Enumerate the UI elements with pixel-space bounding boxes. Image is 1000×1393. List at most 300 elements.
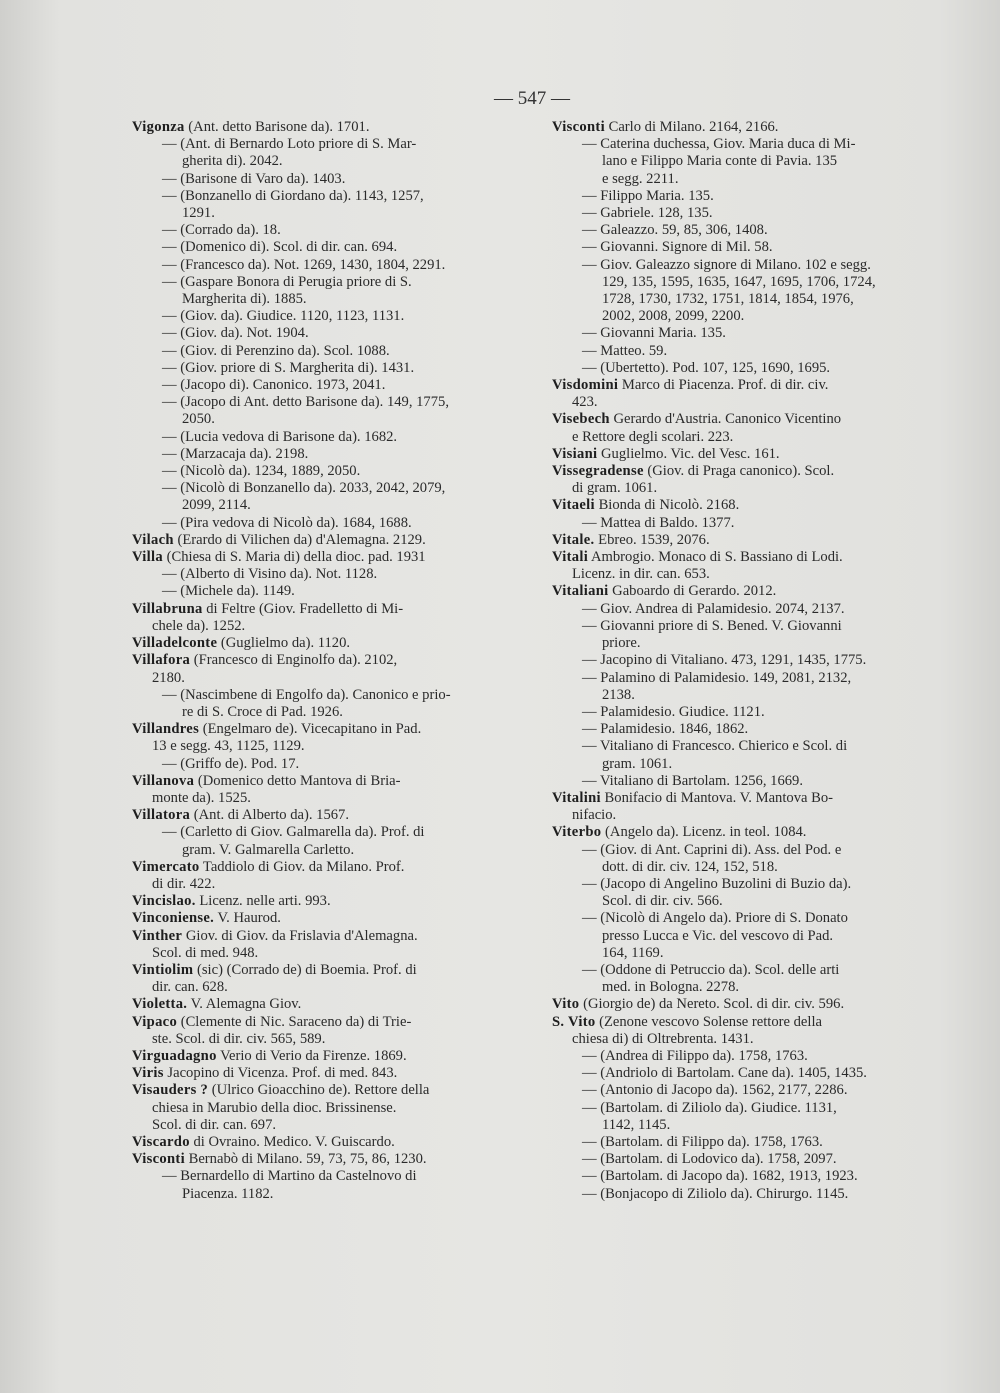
index-subentry (132, 583, 518, 600)
entry-text: Verio di Verio da Firenze. 1869. (220, 1047, 407, 1064)
entry-line (552, 790, 940, 807)
entry-text: Margherita di). 1885. (182, 291, 307, 308)
entry-text: Scol. di med. 948. (152, 944, 259, 961)
entry-line (132, 670, 518, 687)
entry-text: (Nicolò di Angelo da). Priore di S. Donato (600, 910, 848, 927)
entry-text: ste. Scol. di dir. civ. 565, 589. (152, 1030, 326, 1047)
entry-text: Mattea di Baldo. 1377. (600, 514, 735, 531)
entry-line (552, 188, 940, 205)
entry-line (552, 153, 940, 170)
entry-line (132, 1151, 518, 1168)
index-subentry (132, 756, 518, 773)
entry-headword: Visauders ? (132, 1082, 209, 1099)
entry-headword: Vitali (552, 549, 589, 566)
entry-line (132, 859, 518, 876)
entry-text: Marco di Piacenza. Prof. di dir. civ. (621, 377, 829, 394)
entry-text: Scol. di dir. can. 697. (152, 1116, 277, 1133)
entry-text: (sic) (Corrado de) di Boemia. Prof. di (197, 961, 417, 978)
entry-headword: Villatora (132, 807, 191, 824)
index-subentry (132, 446, 518, 463)
index-entry (552, 790, 940, 824)
index-subentry (552, 360, 940, 377)
entry-headword: Vincislao. (132, 893, 196, 910)
entry-headword: Villadelconte (132, 635, 218, 652)
entry-text: (Nicolò da). 1234, 1889, 2050. (180, 463, 361, 480)
entry-text: (Nascimbene di Engolfo da). Canonico e prio- (180, 686, 451, 703)
entry-line (552, 497, 940, 514)
entry-line (132, 308, 518, 325)
entry-text: med. in Bologna. 2278. (602, 979, 740, 996)
entry-text: (Bonzanello di Giordano da). 1143, 1257, (180, 187, 424, 204)
entry-line (132, 1134, 518, 1151)
entry-line (132, 1014, 518, 1031)
entry-line (132, 910, 518, 927)
entry-text: (Marzacaja da). 2198. (180, 445, 309, 462)
entry-line (552, 566, 940, 583)
entry-text: Giov. di Giov. da Frislavia d'Alemagna. (185, 927, 418, 944)
entry-line (132, 463, 518, 480)
entry-line (552, 360, 940, 377)
entry-line (132, 652, 518, 669)
entry-line (132, 790, 518, 807)
index-entry (132, 652, 518, 686)
entry-line (132, 807, 518, 824)
index-subentry (552, 343, 940, 360)
entry-line (132, 549, 518, 566)
index-entry (132, 1134, 518, 1151)
entry-text: Ebreo. 1539, 2076. (598, 531, 710, 548)
entry-headword: Visconti (552, 119, 605, 135)
index-subentry (132, 377, 518, 394)
index-entry (552, 996, 940, 1013)
index-subentry (132, 463, 518, 480)
index-subentry (552, 618, 940, 652)
entry-headword: Virguadagno (132, 1047, 217, 1064)
entry-text: (Chiesa di S. Maria di) della dioc. pad. 1931 (166, 549, 426, 566)
entry-line (552, 1117, 940, 1134)
entry-line (132, 515, 518, 532)
entry-line (132, 687, 518, 704)
index-entry (132, 1082, 518, 1134)
entry-text: (Zenone vescovo Solense rettore della (599, 1013, 823, 1030)
entry-text: gram. 1061. (602, 755, 673, 772)
entry-line (132, 583, 518, 600)
entry-line (552, 515, 940, 532)
entry-text: 1291. (182, 205, 215, 222)
entry-text: di Ovraino. Medico. V. Guiscardo. (193, 1133, 395, 1150)
entry-headword: Visconti (132, 1151, 185, 1168)
entry-text: V. Haurod. (217, 910, 281, 927)
index-entry (552, 583, 940, 600)
index-entry (132, 928, 518, 962)
entry-text: (Giorgio de) da Nereto. Scol. di dir. civ. 596. (583, 996, 845, 1013)
entry-line (552, 446, 940, 463)
entry-headword: Vimercato (132, 858, 200, 875)
entry-line (132, 1082, 518, 1099)
entry-text: Jacopino di Vicenza. Prof. di med. 843. (167, 1065, 398, 1082)
entry-text: Matteo. 59. (600, 342, 668, 359)
entry-line (132, 257, 518, 274)
entry-headword: Villa (132, 549, 163, 566)
entry-text: (Bartolam. di Filippo da). 1758, 1763. (600, 1133, 823, 1150)
entry-headword: Vilach (132, 531, 174, 548)
index-subentry (552, 652, 940, 669)
entry-line (132, 429, 518, 446)
entry-text: Licenz. in dir. can. 653. (572, 566, 710, 583)
entry-line (552, 1082, 940, 1099)
index-entry (552, 1014, 940, 1048)
index-subentry (552, 773, 940, 790)
entry-line (552, 962, 940, 979)
entry-headword: S. Vito (552, 1013, 596, 1030)
entry-headword: Viris (132, 1065, 164, 1082)
index-subentry (552, 738, 940, 772)
index-subentry (552, 1151, 940, 1168)
entry-text: Giovanni priore di S. Bened. V. Giovanni (600, 617, 842, 634)
entry-line (132, 566, 518, 583)
entry-line (552, 687, 940, 704)
entry-line (132, 497, 518, 514)
entry-line (552, 738, 940, 755)
entry-text: (Andrea di Filippo da). 1758, 1763. (600, 1047, 808, 1064)
entry-text: (Jacopo di Ant. detto Barisone da). 149, 1775, (180, 394, 449, 411)
entry-text: (Francesco di Enginolfo da). 2102, (193, 652, 398, 669)
index-subentry (552, 670, 940, 704)
entry-line (132, 962, 518, 979)
entry-line (132, 325, 518, 342)
entry-text: Galeazzo. 59, 85, 306, 1408. (600, 222, 768, 239)
entry-text: Palamino di Palamidesio. 149, 2081, 2132, (600, 669, 852, 686)
entry-line (552, 842, 940, 859)
entry-text: Guglielmo. Vic. del Vesc. 161. (601, 445, 780, 462)
entry-text: (Giov. da). Giudice. 1120, 1123, 1131. (180, 308, 405, 325)
entry-line (552, 1100, 940, 1117)
entry-line (552, 1134, 940, 1151)
entry-line (132, 360, 518, 377)
index-subentry (132, 515, 518, 532)
entry-headword: Villanova (132, 772, 195, 789)
index-entry (132, 910, 518, 927)
entry-text: chele da). 1252. (152, 617, 246, 634)
index-subentry (552, 1168, 940, 1185)
entry-line (132, 756, 518, 773)
entry-line (132, 928, 518, 945)
entry-text: Piacenza. 1182. (182, 1185, 274, 1202)
entry-text: (Erardo di Vilichen da) d'Alemagna. 2129. (177, 531, 426, 548)
index-entry (552, 411, 940, 445)
index-subentry (132, 239, 518, 256)
entry-text: (Jacopo di Angelino Buzolini di Buzio da). (600, 875, 852, 892)
entry-line (132, 291, 518, 308)
entry-text: Giov. Andrea di Palamidesio. 2074, 2137. (600, 600, 845, 617)
entry-line (132, 721, 518, 738)
index-subentry (132, 222, 518, 239)
entry-text: Giovanni. Signore di Mil. 58. (600, 239, 773, 256)
index-subentry (132, 188, 518, 222)
entry-line (552, 824, 940, 841)
entry-line (132, 876, 518, 893)
entry-text: (Clemente di Nic. Saraceno da) di Trie- (180, 1013, 412, 1030)
entry-text: Bonifacio di Mantova. V. Mantova Bo- (604, 789, 834, 806)
index-subentry (132, 429, 518, 446)
entry-headword: Vinconiense. (132, 910, 215, 927)
entry-text: (Gaspare Bonora di Perugia priore di S. (180, 273, 412, 290)
entry-line (132, 188, 518, 205)
entry-line (132, 1186, 518, 1203)
left-column (132, 119, 518, 1203)
entry-line (552, 1168, 940, 1185)
entry-line (132, 893, 518, 910)
index-subentry (552, 721, 940, 738)
index-entry (132, 1014, 518, 1048)
entry-text: Gaboardo di Gerardo. 2012. (612, 583, 777, 600)
entry-line (132, 945, 518, 962)
index-entry (132, 807, 518, 824)
index-subentry (552, 962, 940, 996)
entry-line (132, 1117, 518, 1134)
entry-line (552, 652, 940, 669)
entry-line (552, 618, 940, 635)
entry-line (552, 583, 940, 600)
entry-headword: Villafora (132, 652, 191, 669)
entry-line (132, 773, 518, 790)
entry-text: Vitaliano di Bartolam. 1256, 1669. (599, 772, 803, 789)
index-subentry (552, 1065, 940, 1082)
entry-line (552, 222, 940, 239)
index-subentry (132, 325, 518, 342)
entry-text: 2138. (602, 686, 635, 703)
entry-line (552, 1031, 940, 1048)
entry-line (552, 996, 940, 1013)
entry-line (132, 119, 518, 136)
entry-line (132, 601, 518, 618)
index-subentry (132, 824, 518, 858)
index-subentry (132, 274, 518, 308)
index-entry (132, 721, 518, 755)
index-subentry (552, 1134, 940, 1151)
entry-text: (Ant. di Bernardo Loto priore di S. Mar- (180, 136, 417, 153)
entry-text: Vitaliano di Francesco. Chierico e Scol. di (599, 738, 848, 755)
entry-headword: Viscardo (132, 1133, 190, 1150)
index-entry (552, 532, 940, 549)
entry-text: Carlo di Milano. 2164, 2166. (608, 119, 779, 135)
entry-text: (Barisone di Varo da). 1403. (180, 170, 346, 187)
entry-text: chiesa di) di Oltrebrenta. 1431. (572, 1030, 754, 1047)
entry-text: V. Alemagna Giov. (190, 996, 302, 1013)
entry-line (552, 136, 940, 153)
entry-line (552, 549, 940, 566)
entry-line (552, 205, 940, 222)
entry-line (552, 429, 940, 446)
entry-headword: Vitale. (552, 531, 595, 548)
entry-line (552, 394, 940, 411)
index-subentry (552, 704, 940, 721)
index-subentry (132, 687, 518, 721)
index-subentry (552, 1048, 940, 1065)
entry-text: gherita di). 2042. (182, 153, 283, 170)
entry-text: Giovanni Maria. 135. (600, 325, 726, 342)
entry-line (132, 618, 518, 635)
entry-line (552, 635, 940, 652)
entry-line (552, 704, 940, 721)
entry-line (132, 411, 518, 428)
index-entry (552, 119, 940, 136)
entry-line (552, 1014, 940, 1031)
entry-text: e segg. 2211. (602, 170, 679, 187)
entry-text: gram. V. Galmarella Carletto. (182, 841, 355, 858)
entry-line (552, 893, 940, 910)
entry-text: (Bartolam. di Lodovico da). 1758, 2097. (600, 1151, 837, 1168)
entry-text: (Lucia vedova di Barisone da). 1682. (180, 428, 398, 445)
right-column (552, 119, 940, 1203)
entry-text: (Corrado da). 18. (180, 222, 281, 239)
index-subentry (552, 205, 940, 222)
entry-text: Taddiolo di Giov. da Milano. Prof. (202, 858, 405, 875)
entry-text: di gram. 1061. (572, 480, 658, 497)
entry-line (132, 532, 518, 549)
entry-text: 13 e segg. 43, 1125, 1129. (152, 738, 305, 755)
entry-text: (Pira vedova di Nicolò da). 1684, 1688. (180, 514, 412, 531)
entry-text: (Guglielmo da). 1120. (220, 635, 351, 652)
entry-line (132, 205, 518, 222)
index-subentry (552, 515, 940, 532)
entry-line (132, 343, 518, 360)
entry-line (132, 738, 518, 755)
entry-text: 2050. (182, 411, 215, 428)
entry-text: (Domenico detto Mantova di Bria- (197, 772, 401, 789)
index-subentry (552, 1100, 940, 1134)
entry-line (552, 928, 940, 945)
entry-line (132, 377, 518, 394)
entry-headword: Visdomini (552, 377, 619, 394)
entry-line (552, 1186, 940, 1203)
entry-line (132, 222, 518, 239)
entry-line (132, 704, 518, 721)
entry-line (552, 325, 940, 342)
entry-line (552, 463, 940, 480)
index-entry (132, 893, 518, 910)
entry-line (132, 842, 518, 859)
index-subentry (552, 239, 940, 256)
index-entry (552, 497, 940, 514)
entry-headword: Villandres (132, 721, 200, 738)
entry-line (552, 945, 940, 962)
index-subentry (552, 257, 940, 326)
index-subentry (132, 480, 518, 514)
entry-text: (Engelmaro de). Vicecapitano in Pad. (202, 721, 422, 738)
entry-line (552, 1065, 940, 1082)
entry-text: (Bartolam. di Ziliolo da). Giudice. 1131, (600, 1099, 837, 1116)
entry-text: Jacopino di Vitaliano. 473, 1291, 1435, 1775. (600, 652, 867, 669)
entry-text: 423. (572, 394, 598, 411)
entry-text: (Ulrico Gioacchino de). Rettore della (211, 1082, 430, 1099)
index-entry (132, 1151, 518, 1168)
index-entry (132, 996, 518, 1013)
index-subentry (552, 136, 940, 188)
index-entry (132, 1065, 518, 1082)
entry-line (132, 1065, 518, 1082)
entry-line (552, 532, 940, 549)
index-entry (132, 773, 518, 807)
entry-text: Filippo Maria. 135. (600, 187, 714, 204)
index-subentry (132, 171, 518, 188)
entry-text: chiesa in Marubio della dioc. Brissinense. (152, 1099, 397, 1116)
entry-line (552, 670, 940, 687)
entry-text: 1728, 1730, 1732, 1751, 1814, 1854, 1976, (602, 291, 854, 308)
index-entry (552, 446, 940, 463)
entry-headword: Vitalini (552, 789, 601, 806)
entry-line (132, 153, 518, 170)
entry-text: (Jacopo di). Canonico. 1973, 2041. (180, 377, 386, 394)
entry-headword: Visebech (552, 411, 610, 428)
entry-line (132, 1100, 518, 1117)
entry-line (552, 979, 940, 996)
index-subentry (132, 257, 518, 274)
entry-line (132, 446, 518, 463)
entry-line (552, 876, 940, 893)
entry-headword: Villabruna (132, 600, 203, 617)
entry-text: (Oddone di Petruccio da). Scol. delle arti (600, 961, 840, 978)
entry-text: (Ant. di Alberto da). 1567. (193, 807, 349, 824)
index-subentry (132, 308, 518, 325)
entry-line (552, 308, 940, 325)
entry-line (552, 239, 940, 256)
entry-text: di dir. 422. (152, 875, 216, 892)
entry-text: 2099, 2114. (182, 497, 251, 514)
entry-text: (Griffo de). Pod. 17. (180, 755, 300, 772)
index-subentry (552, 842, 940, 876)
entry-line (552, 274, 940, 291)
index-subentry (132, 360, 518, 377)
entry-line (552, 119, 940, 136)
entry-text: Bernardello di Martino da Castelnovo di (180, 1168, 417, 1185)
entry-text: Palamidesio. 1846, 1862. (600, 721, 749, 738)
index-entry (552, 463, 940, 497)
index-entry (132, 962, 518, 996)
entry-text: Bionda di Nicolò. 2168. (598, 497, 740, 514)
entry-line (552, 807, 940, 824)
entry-text: Licenz. nelle arti. 993. (199, 893, 331, 910)
entry-text: (Alberto di Visino da). Not. 1128. (180, 566, 378, 583)
entry-line (552, 257, 940, 274)
entry-text: nifacio. (572, 807, 617, 824)
index-entry (132, 532, 518, 549)
index-entry (132, 635, 518, 652)
entry-text: re di S. Croce di Pad. 1926. (182, 703, 343, 720)
entry-text: (Angelo da). Licenz. in teol. 1084. (605, 824, 807, 841)
entry-text: (Nicolò di Bonzanello da). 2033, 2042, 2079, (180, 480, 446, 497)
entry-text: 2002, 2008, 2099, 2200. (602, 308, 745, 325)
entry-text: (Ant. detto Barisone da). 1701. (188, 119, 370, 135)
entry-text: priore. (602, 635, 641, 652)
entry-text: presso Lucca e Vic. del vescovo di Pad. (602, 927, 834, 944)
entry-headword: Vito (552, 996, 580, 1013)
entry-text: (Domenico di). Scol. di dir. can. 694. (180, 239, 398, 256)
index-entry (552, 377, 940, 411)
entry-headword: Vipaco (132, 1013, 178, 1030)
entry-line (132, 1031, 518, 1048)
entry-text: 1142, 1145. (602, 1116, 671, 1133)
entry-headword: Vitaliani (552, 583, 609, 600)
index-subentry (552, 910, 940, 962)
entry-line (552, 171, 940, 188)
entry-headword: Visiani (552, 445, 598, 462)
entry-text: Gerardo d'Austria. Canonico Vicentino (613, 411, 842, 428)
entry-line (552, 756, 940, 773)
entry-line (132, 480, 518, 497)
index-subentry (552, 1082, 940, 1099)
entry-line (552, 1151, 940, 1168)
